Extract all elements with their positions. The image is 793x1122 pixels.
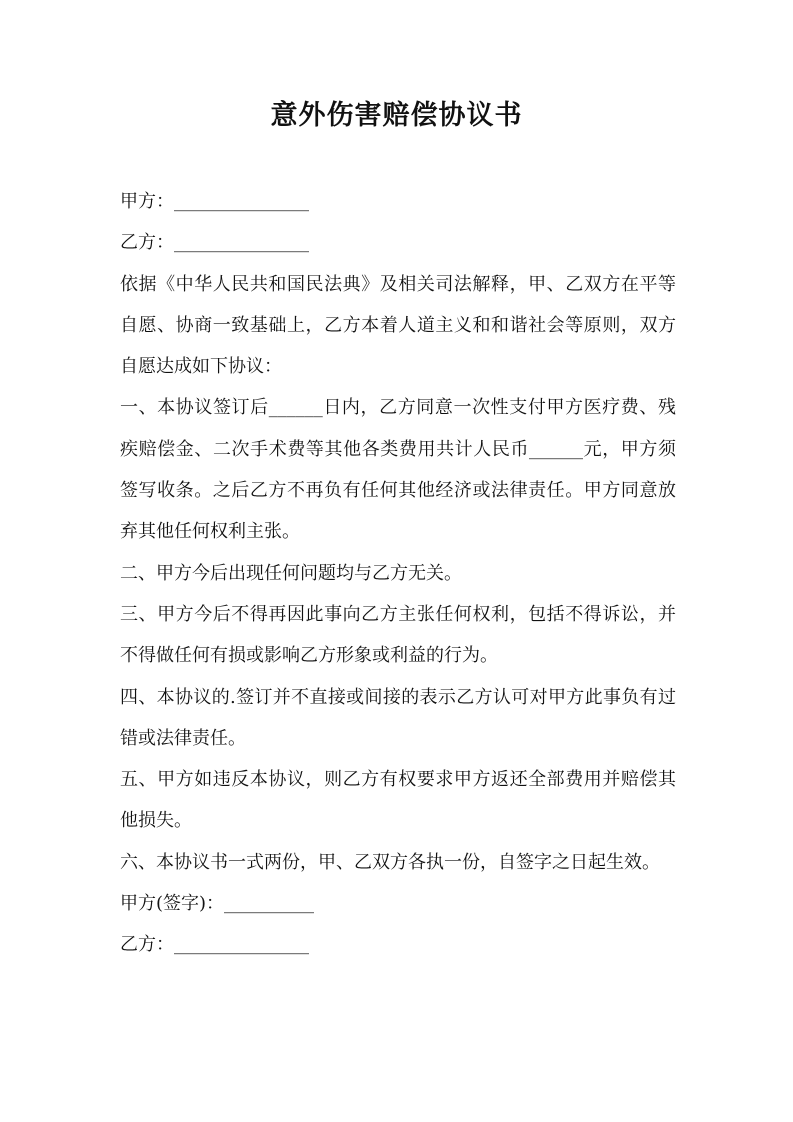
clause-4: 四、本协议的.签订并不直接或间接的表示乙方认可对甲方此事负有过错或法律责任。 bbox=[120, 686, 676, 749]
signature-party-b: 乙方：_______________ bbox=[120, 934, 309, 956]
clause-2: 二、甲方今后出现任何问题均与乙方无关。 bbox=[120, 562, 462, 584]
document-title: 意外伤害赔偿协议书 bbox=[270, 100, 523, 131]
intro-paragraph: 依据《中华人民共和国民法典》及相关司法解释，甲、乙双方在平等自愿、协商一致基础上，乙方本着人道主义和和谐社会等原则，双方自愿达成如下协议： bbox=[120, 273, 676, 378]
document-body bbox=[120, 181, 676, 966]
clause-6: 六、本协议书一式两份，甲、乙双方各执一份，自签字之日起生效。 bbox=[120, 851, 660, 873]
signature-party-a: 甲方(签字)：__________ bbox=[120, 893, 315, 915]
clause-1: 一、本协议签订后______日内，乙方同意一次性支付甲方医疗费、残疾赔偿金、二次手术费等其他各类费用共计人民币______元，甲方须签写收条。之后乙方不再负有任何其他经济或法律责任。甲方同意放弃其他任何权利主张。 bbox=[120, 397, 676, 543]
party-b-line: 乙方：_______________ bbox=[120, 232, 309, 254]
clause-5: 五、甲方如违反本协议，则乙方有权要求甲方返还全部费用并赔偿其他损失。 bbox=[120, 769, 676, 832]
party-a-line: 甲方：_______________ bbox=[120, 191, 309, 212]
clause-3: 三、甲方今后不得再因此事向乙方主张任何权利，包括不得诉讼，并不得做任何有损或影响乙方形象或利益的行为。 bbox=[120, 603, 676, 667]
